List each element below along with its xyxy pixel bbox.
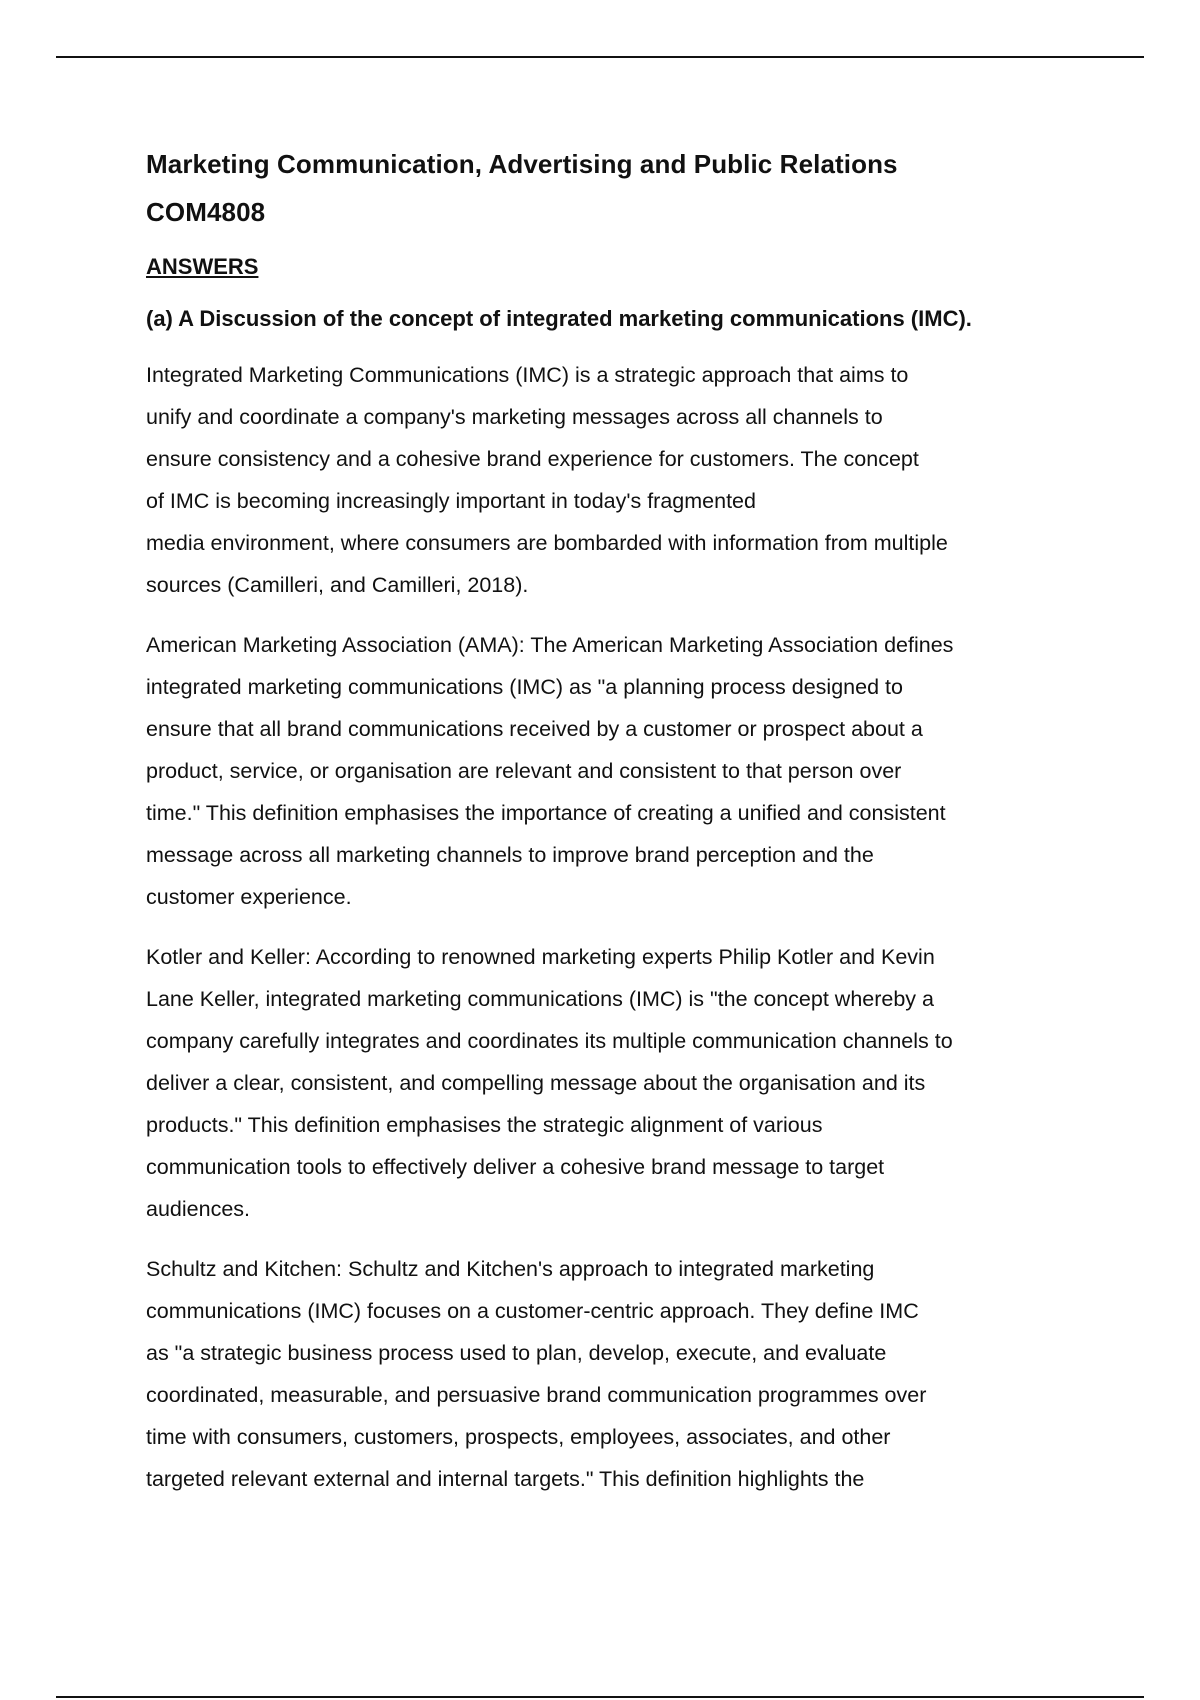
paragraph-line: Schultz and Kitchen: Schultz and Kitchen's approach to integrated marketing <box>146 1257 875 1281</box>
paragraph-line: product, service, or organisation are relevant and consistent to that person over <box>146 759 902 783</box>
paragraph-line: media environment, where consumers are bombarded with information from multiple <box>146 531 948 555</box>
paragraph-line: audiences. <box>146 1197 250 1221</box>
paragraph-line: products." This definition emphasises the strategic alignment of various <box>146 1113 823 1137</box>
paragraph-line: time with consumers, customers, prospects, employees, associates, and other <box>146 1425 891 1449</box>
document-title <box>146 140 1066 236</box>
paragraph-kotler-keller <box>146 936 1066 1230</box>
paragraph-line: of IMC is becoming increasingly important in today's fragmented <box>146 489 756 513</box>
paragraph-line: American Marketing Association (AMA): The American Marketing Association defines <box>146 633 954 657</box>
top-rule <box>56 56 1144 58</box>
paragraph-line: ensure consistency and a cohesive brand experience for customers. The concept <box>146 447 919 471</box>
paragraph-imc-intro <box>146 354 1066 606</box>
paragraph-line: sources (Camilleri, and Camilleri, 2018). <box>146 573 529 597</box>
paragraph-line: company carefully integrates and coordinates its multiple communication channels to <box>146 1029 953 1053</box>
paragraph-line: customer experience. <box>146 885 352 909</box>
paragraph-line: targeted relevant external and internal targets." This definition highlights the <box>146 1467 865 1491</box>
paragraph-line: integrated marketing communications (IMC) as "a planning process designed to <box>146 675 903 699</box>
paragraph-schultz-kitchen <box>146 1248 1066 1500</box>
paragraph-line: communications (IMC) focuses on a customer-centric approach. They define IMC <box>146 1299 919 1323</box>
paragraph-ama-definition <box>146 624 1066 918</box>
document-body <box>146 140 1066 1500</box>
paragraph-line: unify and coordinate a company's marketing messages across all channels to <box>146 405 883 429</box>
paragraph-line: Kotler and Keller: According to renowned marketing experts Philip Kotler and Kevin <box>146 945 935 969</box>
paragraph-line: message across all marketing channels to improve brand perception and the <box>146 843 874 867</box>
paragraph-line: deliver a clear, consistent, and compelling message about the organisation and its <box>146 1071 926 1095</box>
paragraph-line: ensure that all brand communications received by a customer or prospect about a <box>146 717 923 741</box>
bottom-rule <box>56 1696 1144 1698</box>
answers-label: ANSWERS <box>146 254 259 279</box>
paragraph-line: communication tools to effectively deliver a cohesive brand message to target <box>146 1155 885 1179</box>
course-code: COM4808 <box>146 197 266 227</box>
paragraph-line: as "a strategic business process used to plan, develop, execute, and evaluate <box>146 1341 887 1365</box>
section-heading: (a) A Discussion of the concept of integrated marketing communications (IMC). <box>146 306 972 331</box>
paragraph-line: Lane Keller, integrated marketing communications (IMC) is "the concept whereby a <box>146 987 934 1011</box>
paragraph-line: coordinated, measurable, and persuasive brand communication programmes over <box>146 1383 927 1407</box>
paragraph-line: Integrated Marketing Communications (IMC) is a strategic approach that aims to <box>146 363 909 387</box>
paragraph-line: time." This definition emphasises the importance of creating a unified and consistent <box>146 801 946 825</box>
title-line: Marketing Communication, Advertising and Public Relations <box>146 149 898 179</box>
